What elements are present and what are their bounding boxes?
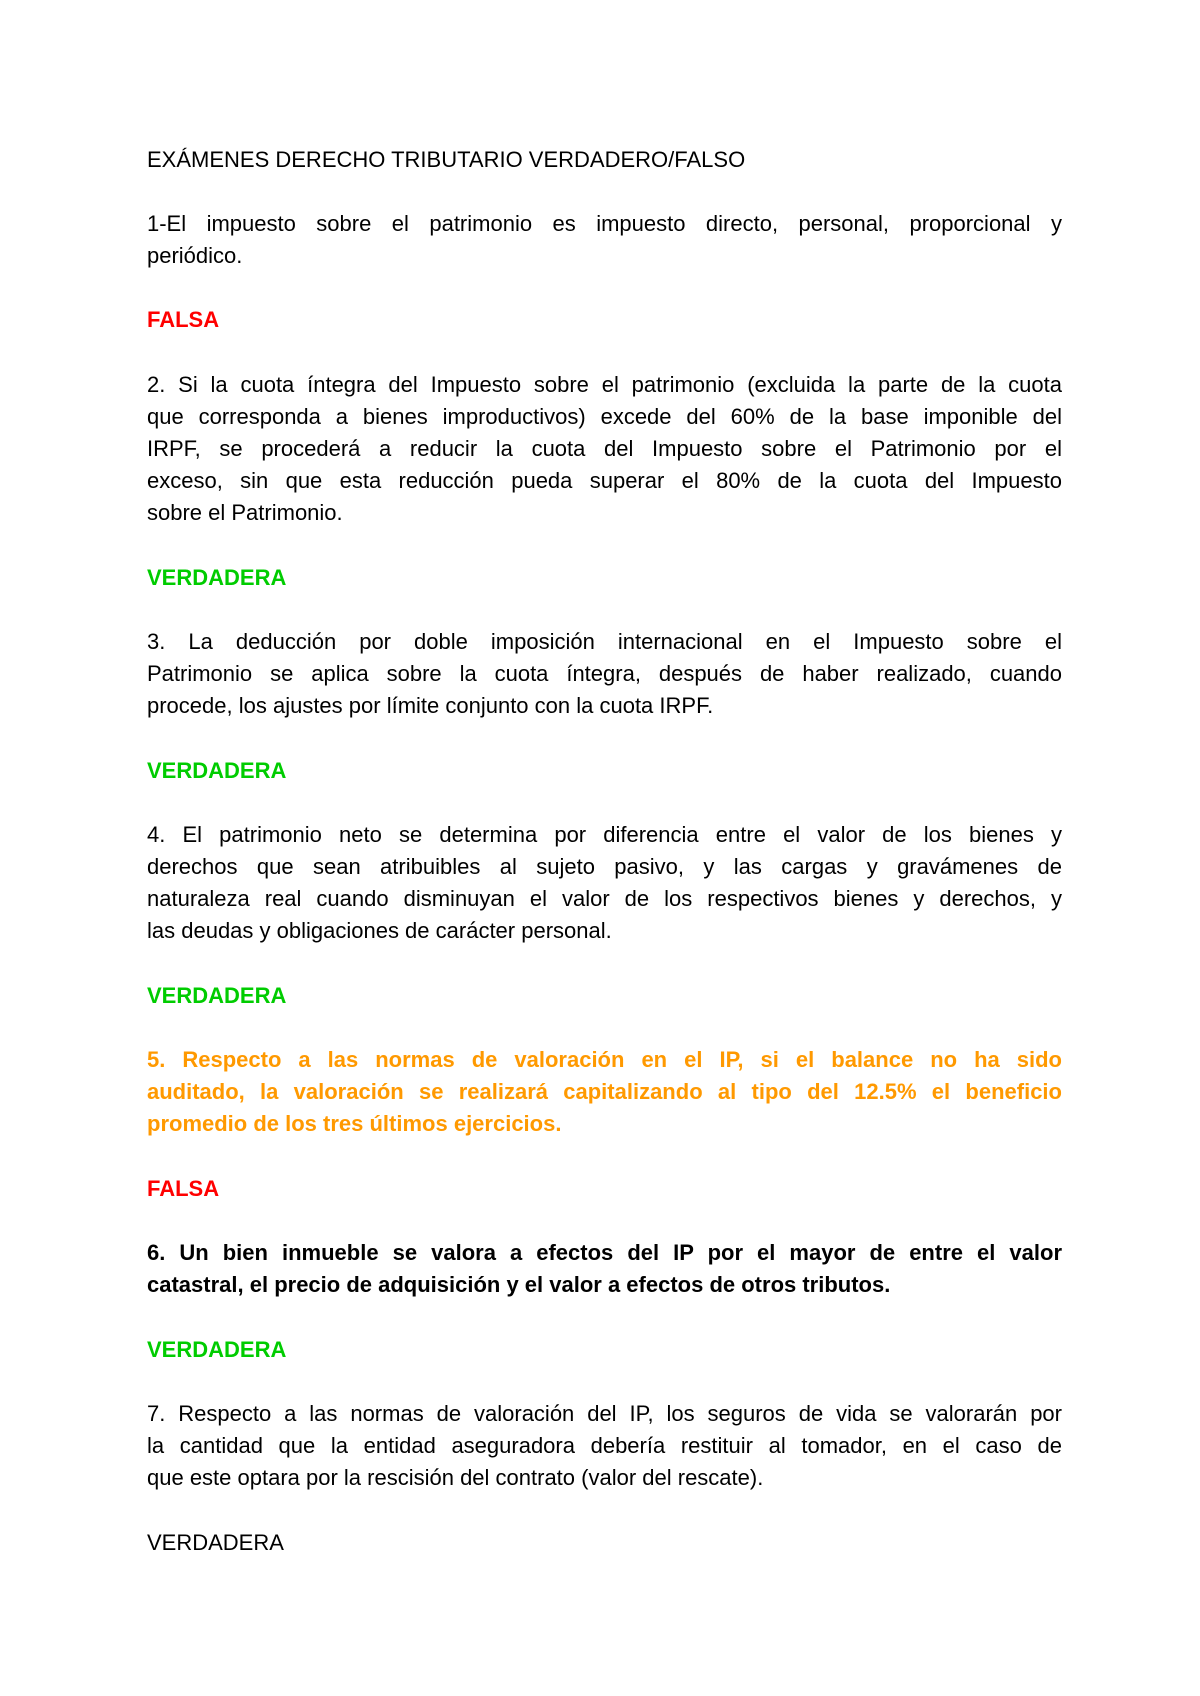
question-5-line-2: auditado, la valoración se realizará capitalizando al tipo del 12.5% el beneficio (147, 1079, 1062, 1104)
question-5-line-1: 5. Respecto a las normas de valoración en el IP, si el balance no ha sido (147, 1047, 1062, 1072)
question-3-line-2: Patrimonio se aplica sobre la cuota íntegra, después de haber realizado, cuando (147, 661, 1062, 686)
question-2-line-1: 2. Si la cuota íntegra del Impuesto sobre el patrimonio (excluida la parte de la cuota (147, 372, 1062, 397)
answer-2: VERDADERA (147, 565, 287, 590)
answer-3: VERDADERA (147, 758, 287, 783)
question-4-line-3: naturaleza real cuando disminuyan el valor de los respectivos bienes y derechos, y (147, 886, 1062, 911)
question-6-line-1: 6. Un bien inmueble se valora a efectos del IP por el mayor de entre el valor (147, 1240, 1062, 1265)
question-1-line-2: periódico. (147, 243, 243, 268)
question-4-line-2: derechos que sean atribuibles al sujeto pasivo, y las cargas y gravámenes de (147, 854, 1062, 879)
document-title: EXÁMENES DERECHO TRIBUTARIO VERDADERO/FALSO (147, 147, 746, 172)
answer-5: FALSA (147, 1176, 220, 1201)
question-7-line-2: la cantidad que la entidad aseguradora debería restituir al tomador, en el caso de (147, 1433, 1062, 1458)
question-2-line-5: sobre el Patrimonio. (147, 500, 343, 525)
question-6-line-2: catastral, el precio de adquisición y el valor a efectos de otros tributos. (147, 1272, 891, 1297)
question-7-line-1: 7. Respecto a las normas de valoración del IP, los seguros de vida se valorarán por (147, 1401, 1062, 1426)
question-2-line-2: que corresponda a bienes improductivos) excede del 60% de la base imponible del (147, 404, 1062, 429)
answer-4: VERDADERA (147, 983, 287, 1008)
question-1-line-1: 1-El impuesto sobre el patrimonio es impuesto directo, personal, proporcional y (147, 211, 1062, 236)
question-4-line-1: 4. El patrimonio neto se determina por diferencia entre el valor de los bienes y (147, 822, 1062, 847)
question-2-line-3: IRPF, se procederá a reducir la cuota del Impuesto sobre el Patrimonio por el (147, 436, 1062, 461)
answer-1: FALSA (147, 307, 220, 332)
question-5-line-3: promedio de los tres últimos ejercicios. (147, 1111, 562, 1136)
answer-6: VERDADERA (147, 1337, 287, 1362)
document-page (147, 0, 1062, 1696)
question-3-line-3: procede, los ajustes por límite conjunto con la cuota IRPF. (147, 693, 714, 718)
question-7-line-3: que este optara por la rescisión del contrato (valor del rescate). (147, 1465, 764, 1490)
question-4-line-4: las deudas y obligaciones de carácter personal. (147, 918, 612, 943)
question-3-line-1: 3. La deducción por doble imposición internacional en el Impuesto sobre el (147, 629, 1062, 654)
answer-7: VERDADERA (147, 1530, 284, 1555)
question-2-line-4: exceso, sin que esta reducción pueda superar el 80% de la cuota del Impuesto (147, 468, 1062, 493)
